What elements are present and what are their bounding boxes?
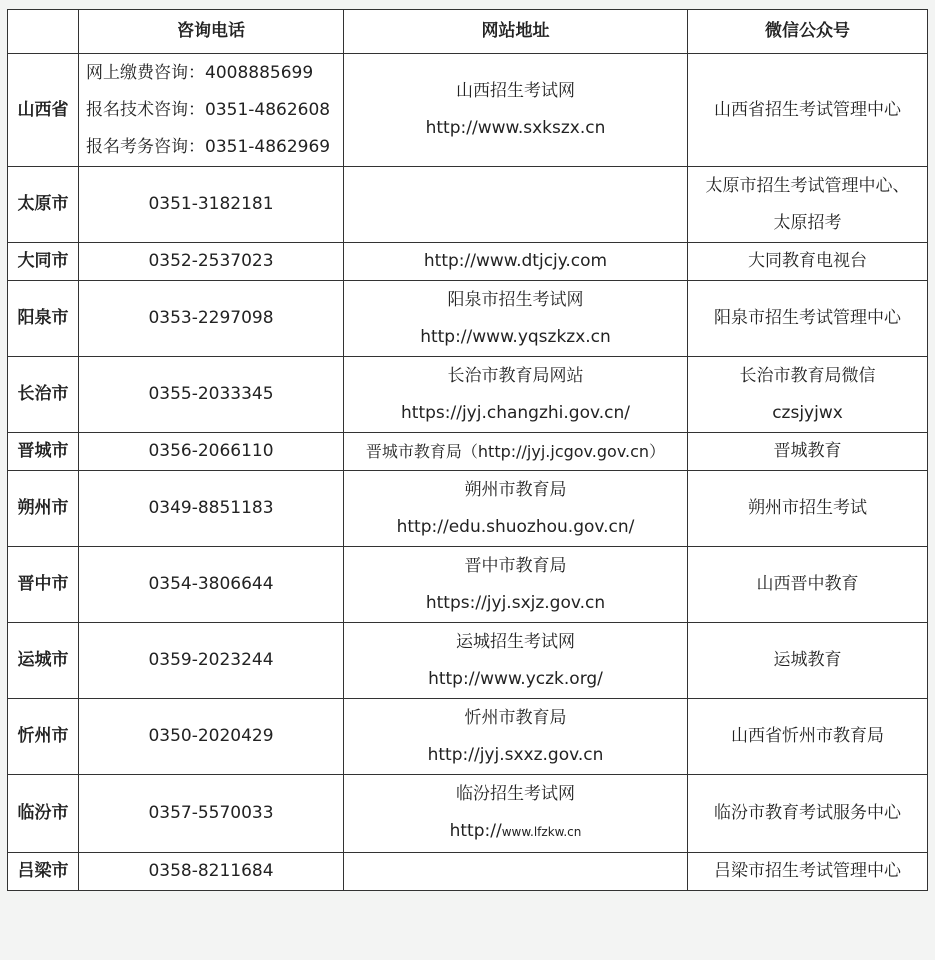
website-link-host: www.lfzkw.cn — [501, 825, 582, 839]
table-row — [8, 357, 928, 433]
website-link[interactable]: https://jyj.sxjz.gov.cn — [425, 592, 606, 613]
wechat-cell: 大同教育电视台 — [688, 243, 928, 281]
website-name: 临汾招生考试网 — [456, 784, 575, 804]
wechat-cell: 朔州市招生考试 — [688, 471, 928, 547]
website-cell — [344, 471, 688, 547]
table-row — [8, 433, 928, 471]
phone-line: 网上缴费咨询：4008885699 — [86, 62, 314, 83]
header-website: 网站地址 — [344, 10, 688, 54]
wechat-name: 山西省招生考试管理中心 — [714, 99, 901, 120]
contact-table — [7, 9, 928, 891]
website-cell — [344, 357, 688, 433]
phone-cell: 0354-3806644 — [79, 547, 344, 623]
region-name: 吕梁市 — [8, 853, 79, 891]
website-cell — [344, 699, 688, 775]
table-row — [8, 54, 928, 167]
wechat-cell — [688, 357, 928, 433]
website-name: 长治市教育局网站 — [447, 365, 584, 386]
wechat-cell: 晋城教育 — [688, 433, 928, 471]
phone-cell — [79, 54, 344, 167]
table-row — [8, 547, 928, 623]
region-name: 大同市 — [8, 243, 79, 281]
region-name: 临汾市 — [8, 775, 79, 853]
header-row — [8, 10, 928, 54]
wechat-id: czsjyjwx — [772, 402, 843, 423]
website-link[interactable] — [348, 813, 683, 851]
wechat-cell — [688, 167, 928, 243]
website-link[interactable]: http://www.sxkszx.cn — [425, 118, 606, 138]
website-name: 朔州市教育局 — [464, 479, 567, 500]
website-cell — [344, 775, 688, 853]
phone-cell: 0349-8851183 — [79, 471, 344, 547]
website-cell — [344, 547, 688, 623]
phone-cell: 0350-2020429 — [79, 699, 344, 775]
phone-cell: 0357-5570033 — [79, 775, 344, 853]
table-row — [8, 853, 928, 891]
wechat-cell: 临汾市教育考试服务中心 — [688, 775, 928, 853]
table-row — [8, 699, 928, 775]
region-name: 运城市 — [8, 623, 79, 699]
phone-line: 报名技术咨询：0351-4862608 — [86, 99, 331, 120]
website-cell — [344, 853, 688, 891]
table-row — [8, 623, 928, 699]
phone-cell: 0351-3182181 — [79, 167, 344, 243]
region-name: 太原市 — [8, 167, 79, 243]
table-row — [8, 167, 928, 243]
table-row — [8, 471, 928, 547]
website-cell — [344, 281, 688, 357]
wechat-name: 长治市教育局微信 — [739, 365, 876, 386]
website-name: 晋中市教育局 — [464, 555, 567, 576]
website-cell — [344, 243, 688, 281]
table-row — [8, 243, 928, 281]
website-link[interactable]: http://www.dtjcjy.com — [423, 251, 608, 271]
table-row — [8, 775, 928, 853]
phone-cell: 0352-2537023 — [79, 243, 344, 281]
wechat-name: 太原市招生考试管理中心、 — [705, 175, 910, 196]
website-link-scheme: http:// — [449, 821, 502, 841]
website-link[interactable]: http://jyj.sxxz.gov.cn — [427, 744, 604, 765]
header-phone: 咨询电话 — [79, 10, 344, 54]
wechat-cell: 山西省忻州市教育局 — [688, 699, 928, 775]
website-cell — [344, 54, 688, 167]
phone-cell: 0358-8211684 — [79, 853, 344, 891]
website-link[interactable]: 晋城市教育局（http://jyj.jcgov.gov.cn） — [365, 442, 666, 461]
wechat-cell: 山西晋中教育 — [688, 547, 928, 623]
phone-cell: 0353-2297098 — [79, 281, 344, 357]
website-name: 忻州市教育局 — [464, 707, 567, 728]
wechat-cell: 吕梁市招生考试管理中心 — [688, 853, 928, 891]
region-name: 阳泉市 — [8, 281, 79, 357]
wechat-cell — [688, 54, 928, 167]
region-name: 山西省 — [8, 54, 79, 167]
website-name: 山西招生考试网 — [456, 81, 575, 101]
header-region — [8, 10, 79, 54]
phone-cell: 0359-2023244 — [79, 623, 344, 699]
website-link[interactable]: http://edu.shuozhou.gov.cn/ — [396, 516, 635, 537]
region-name: 晋城市 — [8, 433, 79, 471]
website-name: 运城招生考试网 — [456, 631, 575, 652]
phone-cell: 0356-2066110 — [79, 433, 344, 471]
region-name: 长治市 — [8, 357, 79, 433]
website-cell — [344, 433, 688, 471]
website-name: 阳泉市招生考试网 — [447, 289, 584, 310]
table-row — [8, 281, 928, 357]
wechat-cell: 阳泉市招生考试管理中心 — [688, 281, 928, 357]
wechat-name: 太原招考 — [773, 212, 842, 233]
website-cell — [344, 623, 688, 699]
phone-line: 报名考务咨询：0351-4862969 — [86, 136, 331, 157]
wechat-cell: 运城教育 — [688, 623, 928, 699]
region-name: 晋中市 — [8, 547, 79, 623]
website-link[interactable]: http://www.yqszkzx.cn — [420, 326, 611, 347]
website-link[interactable]: http://www.yczk.org/ — [428, 668, 603, 689]
phone-cell: 0355-2033345 — [79, 357, 344, 433]
region-name: 忻州市 — [8, 699, 79, 775]
header-wechat: 微信公众号 — [688, 10, 928, 54]
website-link[interactable]: https://jyj.changzhi.gov.cn/ — [401, 402, 630, 423]
website-cell — [344, 167, 688, 243]
region-name: 朔州市 — [8, 471, 79, 547]
